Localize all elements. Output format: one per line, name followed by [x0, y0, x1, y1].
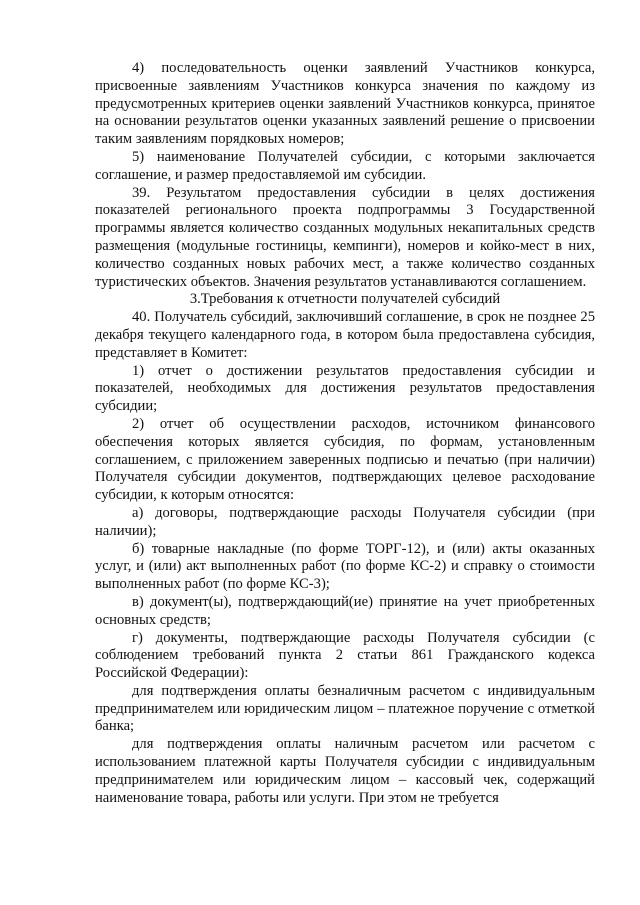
paragraph-item-g: г) документы, подтверждающие расходы Получателя субсидии (с соблюдением требований пункта 2 статьи 861 Гражданского кодекса Российской Федерации):: [95, 629, 595, 682]
document-page: [95, 60, 595, 807]
paragraph-39: 39. Результатом предоставления субсидии в целях достижения показателей регионального проекта подпрограммы 3 Государственной программы является количество созданных модульных некапитальных средств размещения (модульные гостиницы, кемпинги), номеров и койко-мест в них, количество созданных новых рабочих мест, а также количество созданных туристических объектов. Значения результатов устанавливаются соглашением.: [95, 184, 595, 290]
paragraph-item-1: 1) отчет о достижении результатов предоставления субсидии и показателей, необходимых для достижения результатов предоставления субсидии;: [95, 362, 595, 415]
paragraph-item-b: б) товарные накладные (по форме ТОРГ-12), и (или) акты оказанных услуг, и (или) акт выполненных работ (по форме КС-2) и справку о стоимости выполненных работ (по форме КС-3);: [95, 540, 595, 593]
paragraph-cash: для подтверждения оплаты наличным расчетом или расчетом с использованием платежной карты Получателя субсидии с индивидуальным предпринимателем или юридическим лицом – кассовый чек, содержащий наименование товара, работы или услуги. При этом не требуется: [95, 736, 595, 806]
section-heading: 3.Требования к отчетности получателей субсидий: [189, 291, 501, 308]
paragraph-item-5: 5) наименование Получателей субсидии, с которыми заключается соглашение, и размер предоставляемой им субсидии.: [95, 148, 595, 183]
paragraph-cashless: для подтверждения оплаты безналичным расчетом с индивидуальным предпринимателем или юридическим лицом – платежное поручение с отметкой банка;: [95, 682, 595, 735]
paragraph-item-2: 2) отчет об осуществлении расходов, источником финансового обеспечения которых является субсидия, по формам, установленным соглашением, с приложением заверенных подписью и печатью (при наличии) Получателя субсидии документов, подтверждающих целевое расходование субсидии, к которым относятся:: [95, 415, 595, 504]
paragraph-item-4: 4) последовательность оценки заявлений Участников конкурса, присвоенные заявлениям Участников конкурса значения по каждому из предусмотренных критериев оценки заявлений Участников конкурса, принятое на основании результатов оценки указанных заявлений решение о присвоении таким заявлениям порядковых номеров;: [95, 60, 595, 148]
paragraph-item-a: а) договоры, подтверждающие расходы Получателя субсидии (при наличии);: [95, 504, 595, 539]
paragraph-item-v: в) документ(ы), подтверждающий(ие) принятие на учет приобретенных основных средств;: [95, 593, 595, 628]
paragraph-40: 40. Получатель субсидий, заключивший соглашение, в срок не позднее 25 декабря текущего календарного года, в котором была предоставлена субсидия, представляет в Комитет:: [95, 309, 595, 361]
